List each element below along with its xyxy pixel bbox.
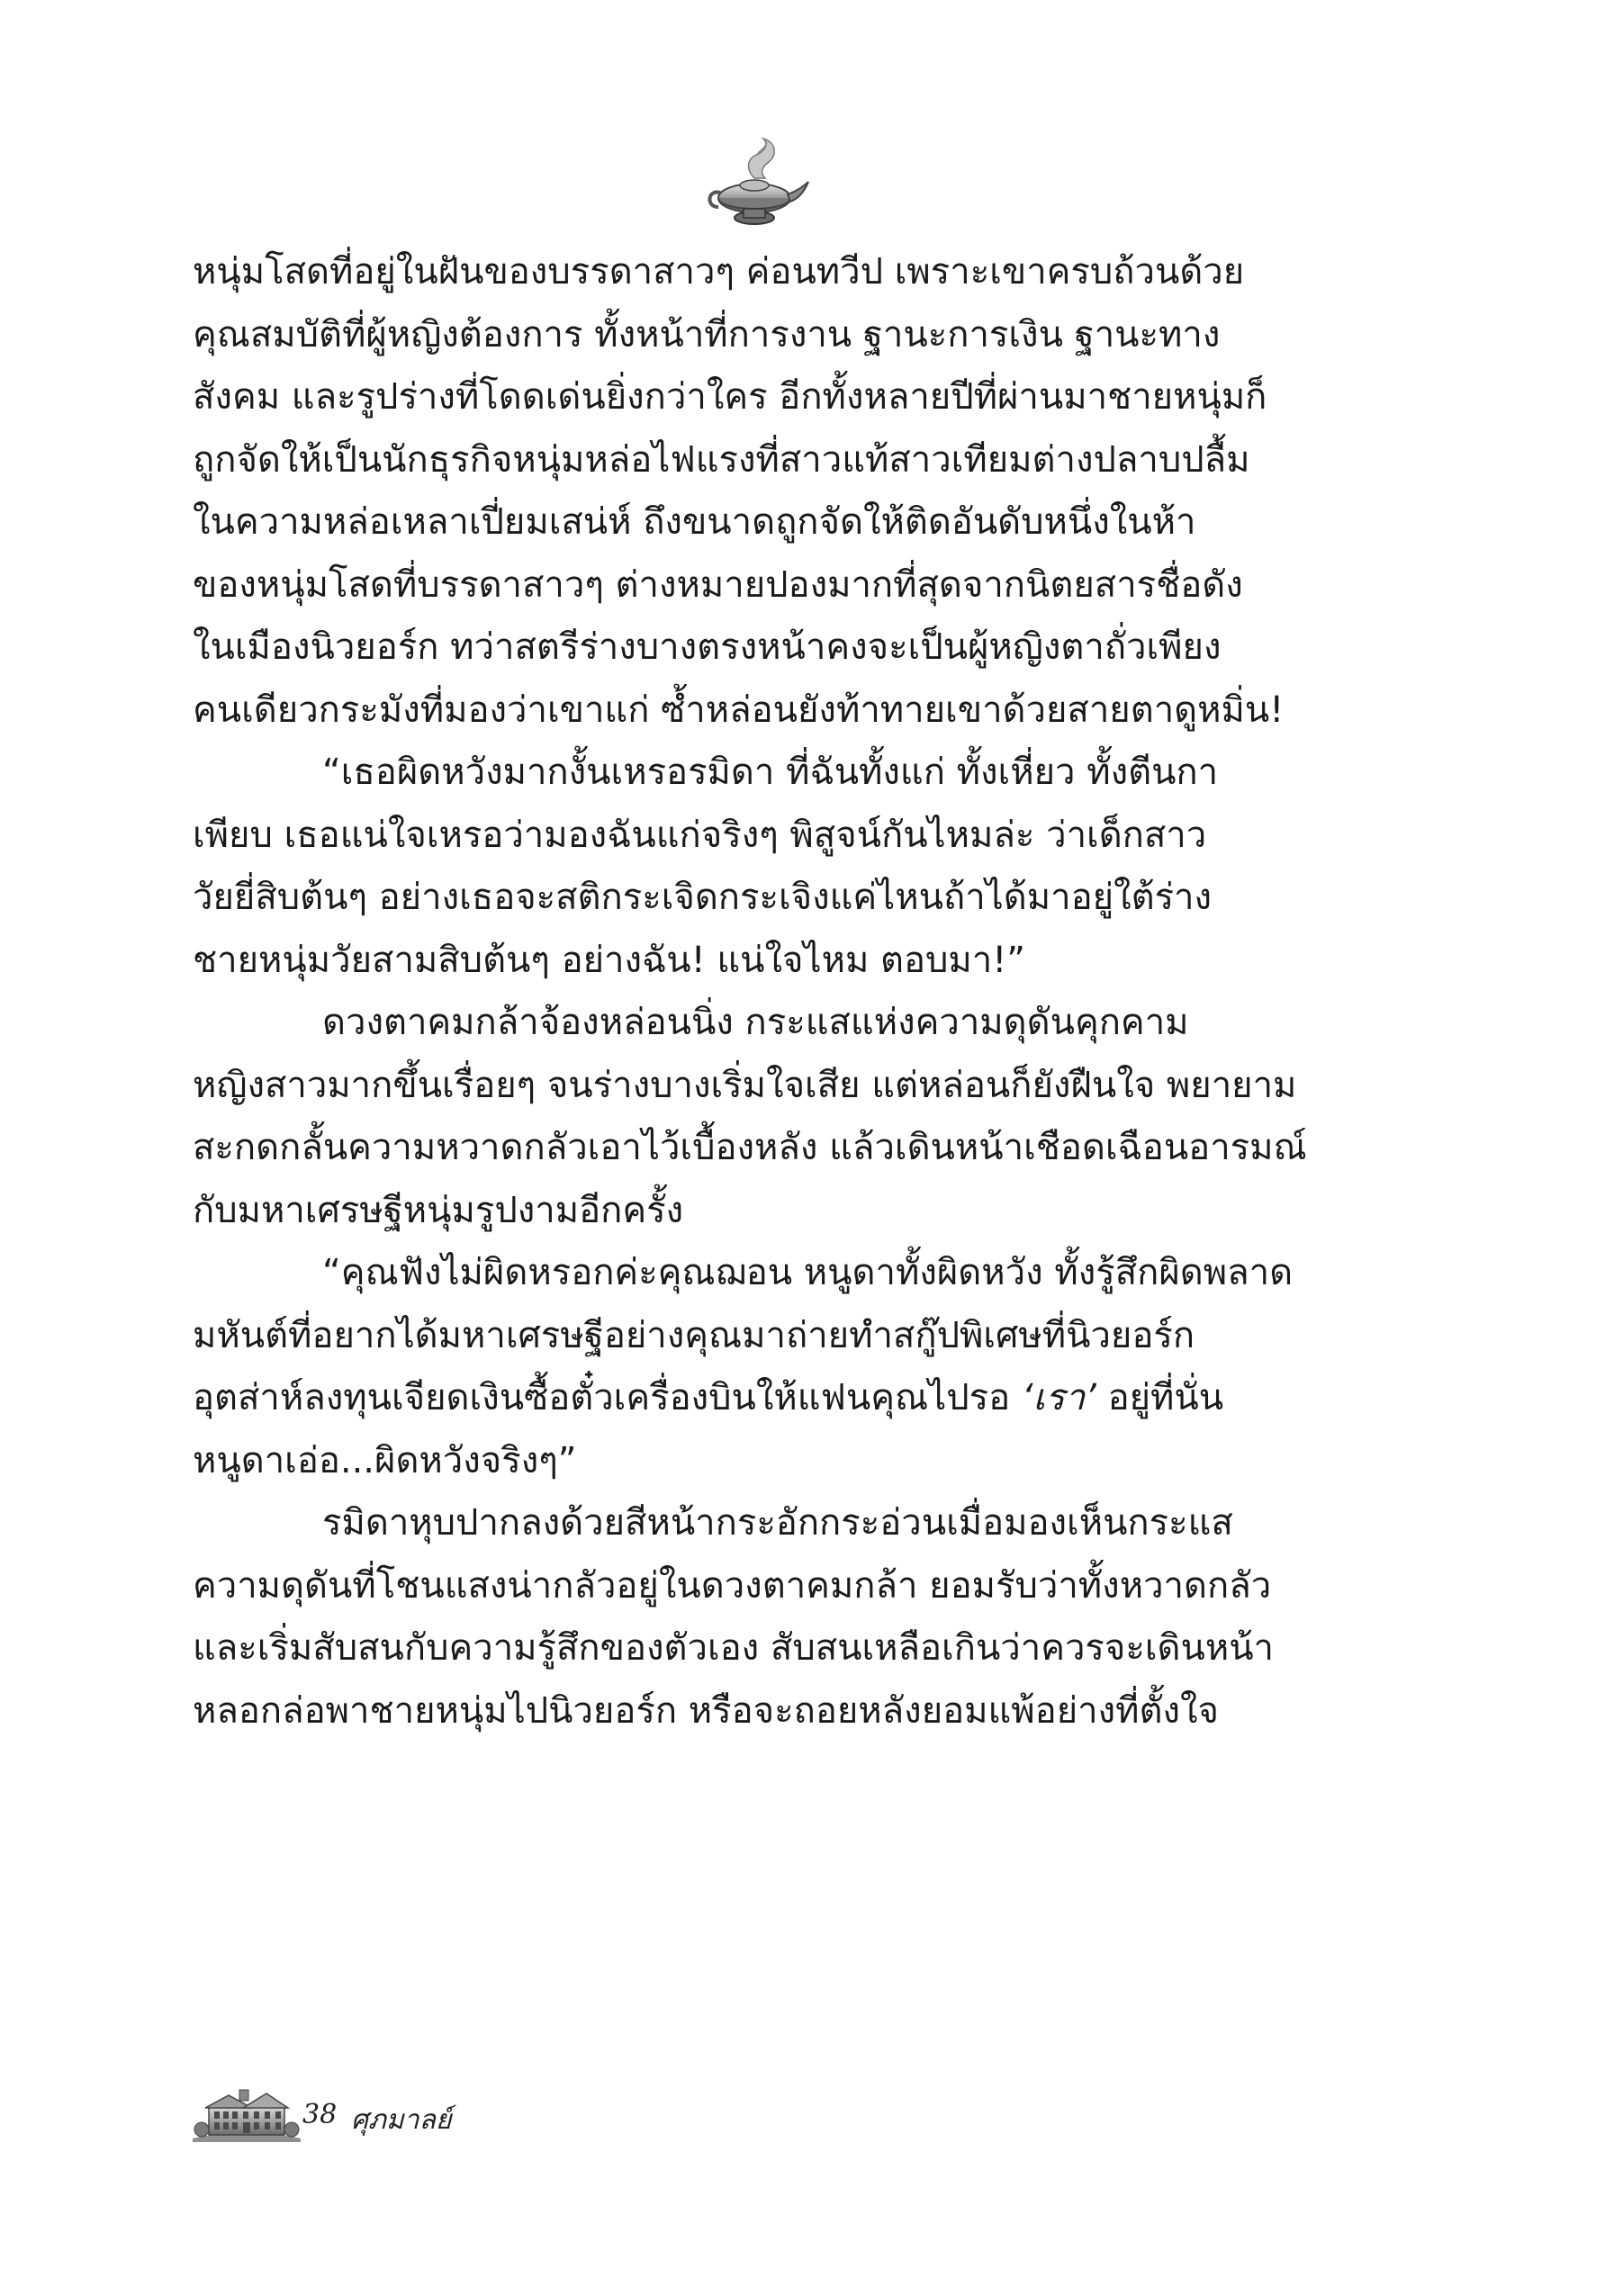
text-line-content: “คุณฟังไม่ผิดหรอกค่ะคุณฌอน หนูดาทั้งผิดหวัง ทั้งรู้สึกผิดพลาด [322,1252,1294,1293]
text-line [193,1617,1323,1680]
text-line [193,1055,1323,1118]
text-line-content: คนเดียวกระมังที่มองว่าเขาแก่ ซ้ำหล่อนยังท้าทายเขาด้วยสายตาดูหมิ่น! [193,689,1285,731]
body-text [193,241,1323,1742]
text-line-content: “เธอผิดหวังมากงั้นเหรอรมิดา ที่ฉันทั้งแก่ ทั้งเหี่ยว ทั้งตีนกา [322,752,1219,793]
text-line-content: ดวงตาคมกล้าจ้องหล่อนนิ่ง กระแสแห่งความดุดันคุกคาม [322,1002,1189,1043]
text-line [193,742,1323,805]
text-line [193,1305,1323,1368]
text-line-content: ในเมืองนิวยอร์ก ทว่าสตรีร่างบางตรงหน้าคงจะเป็นผู้หญิงตาถั่วเพียง [193,626,1222,668]
text-line-content: รมิดาหุบปากลงด้วยสีหน้ากระอักกระอ่วนเมื่อมองเห็นกระแส [322,1502,1233,1544]
text-line-content: สะกดกลั้นความหวาดกลัวเอาไว้เบื้องหลัง แล้วเดินหน้าเชือดเฉือนอารมณ์ [193,1127,1307,1168]
text-line-content: มหันต์ที่อยากได้มหาเศรษฐีอย่างคุณมาถ่ายทำสกู๊ปพิเศษที่นิวยอร์ก [193,1314,1195,1356]
italic-word: ‘เรา’ [1021,1377,1096,1418]
text-line-content: ถูกจัดให้เป็นนักธุรกิจหนุ่มหล่อไฟแรงที่สาวแท้สาวเทียมต่างปลาบปลื้ม [193,438,1250,481]
text-line [193,1180,1323,1243]
genie-lamp-icon [702,135,810,234]
text-line [193,1492,1323,1555]
text-line-content: และเริ่มสับสนกับความรู้สึกของตัวเอง สับสนเหลือเกินว่าควรจะเดินหน้า [193,1627,1274,1669]
text-line-content: หลอกล่อพาชายหนุ่มไปนิวยอร์ก หรือจะถอยหลังยอมแพ้อย่างที่ตั้งใจ [193,1689,1219,1732]
text-line [193,805,1323,868]
text-line-content: ชายหนุ่มวัยสามสิบต้นๆ อย่างฉัน! แน่ใจไหม ตอบมา!” [193,939,1026,981]
page-footer [193,2088,643,2151]
text-line [193,554,1323,617]
text-line [193,992,1323,1055]
text-line [193,304,1323,367]
text-line-content: ของหนุ่มโสดที่บรรดาสาวๆ ต่างหมายปองมากที่สุดจากนิตยสารชื่อดัง [193,563,1243,606]
text-line [193,930,1323,993]
text-line [193,1430,1323,1493]
building-icon [193,2088,301,2142]
text-line [193,241,1323,304]
text-line [193,1367,1323,1430]
text-line-content: หนุ่มโสดที่อยู่ในฝันของบรรดาสาวๆ ค่อนทวีป เพราะเขาครบถ้วนด้วย [193,251,1245,293]
text-line-content: สังคม และรูปร่างที่โดดเด่นยิ่งกว่าใคร อีกทั้งหลายปีที่ผ่านมาชายหนุ่มก็ [193,376,1267,418]
text-line [193,1680,1323,1743]
text-line [193,1555,1323,1618]
text-line [193,617,1323,680]
text-line-content: ในความหล่อเหลาเปี่ยมเสน่ห์ ถึงขนาดถูกจัดให้ติดอันดับหนึ่งในห้า [193,501,1196,543]
text-line-tail: อยู่ที่นั่น [1096,1377,1224,1418]
book-label: ศุภมาลย์ [351,2104,452,2136]
page-number: 38 [302,2099,338,2130]
text-line [193,429,1323,492]
text-line [193,1242,1323,1305]
text-line-content: คุณสมบัติที่ผู้หญิงต้องการ ทั้งหน้าที่การงาน ฐานะการเงิน ฐานะทาง [193,313,1221,356]
text-line-content: หนูดาเอ่อ...ผิดหวังจริงๆ” [193,1439,577,1481]
text-line-content: หญิงสาวมากขึ้นเรื่อยๆ จนร่างบางเริ่มใจเสีย แต่หล่อนก็ยังฝืนใจ พยายาม [193,1064,1297,1106]
text-line-content: ความดุดันที่โชนแสงน่ากลัวอยู่ในดวงตาคมกล้า ยอมรับว่าทั้งหวาดกลัว [193,1564,1272,1607]
text-line [193,1117,1323,1180]
text-line [193,867,1323,930]
text-line [193,680,1323,743]
text-line-content: อุตส่าห์ลงทุนเจียดเงินซื้อตั๋วเครื่องบินให้แฟนคุณไปรอ [193,1377,1011,1418]
text-line-content: วัยยี่สิบต้นๆ อย่างเธอจะสติกระเจิดกระเจิงแค่ไหนถ้าได้มาอยู่ใต้ร่าง [193,877,1213,918]
text-line-content: เพียบ เธอแน่ใจเหรอว่ามองฉันแก่จริงๆ พิสูจน์กันไหมล่ะ ว่าเด็กสาว [193,814,1207,856]
text-line [193,366,1323,429]
text-line-content: กับมหาเศรษฐีหนุ่มรูปงามอีกครั้ง [193,1189,684,1231]
text-line [193,491,1323,554]
